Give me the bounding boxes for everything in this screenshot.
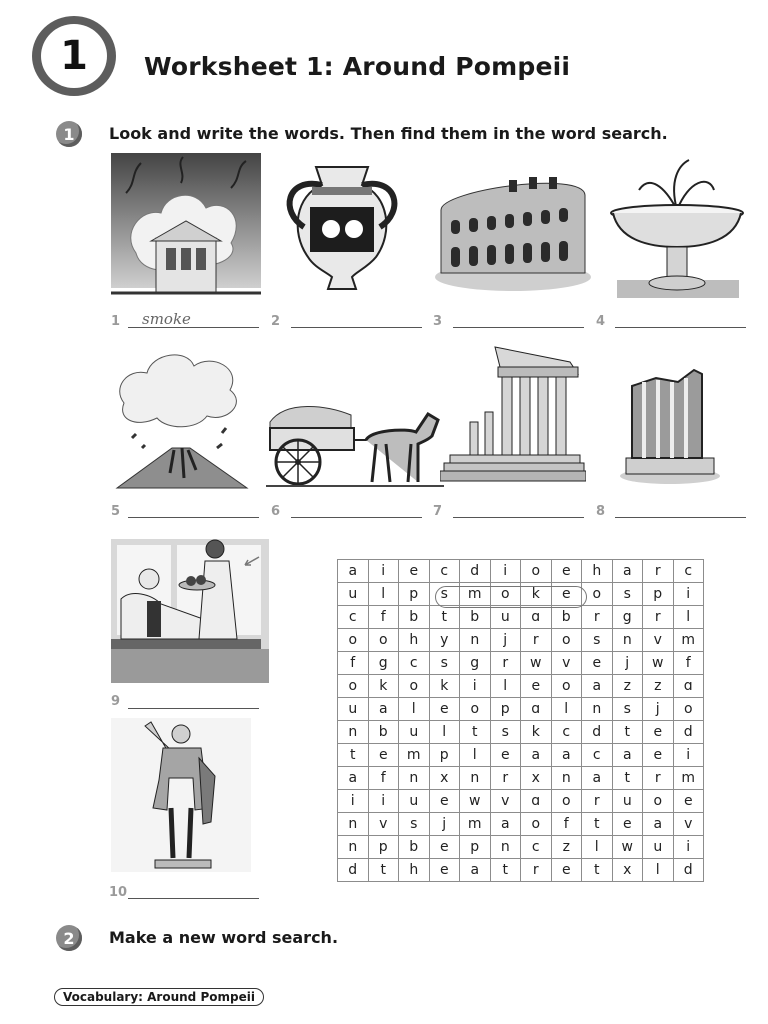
grid-cell[interactable]: s <box>399 813 430 836</box>
grid-cell[interactable]: b <box>460 606 491 629</box>
grid-cell[interactable]: f <box>368 606 399 629</box>
grid-cell[interactable]: j <box>643 698 674 721</box>
grid-cell[interactable]: c <box>673 560 704 583</box>
activity-1-bullet: 1 <box>56 121 82 147</box>
grid-cell[interactable]: f <box>673 652 704 675</box>
answer-line-4[interactable] <box>615 327 746 328</box>
grid-cell[interactable]: o <box>399 675 430 698</box>
grid-cell[interactable]: k <box>521 583 552 606</box>
grid-cell[interactable]: ɑ <box>521 790 552 813</box>
grid-cell[interactable]: z <box>612 675 643 698</box>
grid-cell[interactable]: s <box>429 583 460 606</box>
grid-cell[interactable]: g <box>460 652 491 675</box>
grid-cell[interactable]: u <box>490 606 521 629</box>
grid-cell[interactable]: m <box>460 813 491 836</box>
grid-cell[interactable]: p <box>490 698 521 721</box>
grid-cell[interactable]: l <box>368 583 399 606</box>
grid-cell[interactable]: h <box>399 629 430 652</box>
grid-cell[interactable]: b <box>399 836 430 859</box>
grid-cell[interactable]: b <box>368 721 399 744</box>
grid-cell[interactable]: l <box>643 859 674 882</box>
slave-icon <box>111 539 269 683</box>
grid-cell[interactable]: j <box>429 813 460 836</box>
grid-row <box>338 606 704 629</box>
grid-cell[interactable]: e <box>612 813 643 836</box>
grid-cell[interactable]: g <box>368 652 399 675</box>
grid-cell[interactable]: m <box>673 767 704 790</box>
grid-cell[interactable]: r <box>582 606 613 629</box>
grid-cell[interactable]: u <box>399 790 430 813</box>
answer-line-7[interactable] <box>453 517 584 518</box>
grid-cell[interactable]: n <box>460 767 491 790</box>
item-4-number: 4 <box>596 314 606 329</box>
grid-row <box>338 698 704 721</box>
grid-cell[interactable]: n <box>338 813 369 836</box>
grid-cell[interactable]: v <box>490 790 521 813</box>
grid-row <box>338 859 704 882</box>
grid-cell[interactable]: s <box>612 583 643 606</box>
grid-cell[interactable]: c <box>582 744 613 767</box>
grid-cell[interactable]: r <box>490 767 521 790</box>
grid-cell[interactable]: e <box>429 836 460 859</box>
grid-cell[interactable]: r <box>521 629 552 652</box>
grid-cell[interactable]: c <box>429 560 460 583</box>
grid-cell[interactable]: ɑ <box>521 698 552 721</box>
grid-row <box>338 652 704 675</box>
grid-cell[interactable]: u <box>399 721 430 744</box>
item-7-number: 7 <box>433 504 443 519</box>
answer-line-9[interactable] <box>128 708 259 709</box>
answer-line-8[interactable] <box>615 517 746 518</box>
grid-cell[interactable]: a <box>551 744 582 767</box>
grid-cell[interactable]: o <box>338 675 369 698</box>
grid-cell[interactable]: c <box>338 606 369 629</box>
answer-line-2[interactable] <box>291 327 422 328</box>
grid-cell[interactable]: l <box>460 744 491 767</box>
grid-cell[interactable]: l <box>551 698 582 721</box>
grid-cell[interactable]: o <box>521 813 552 836</box>
item-9-number: 9 <box>111 694 121 709</box>
grid-cell[interactable]: v <box>673 813 704 836</box>
grid-cell[interactable]: i <box>368 790 399 813</box>
grid-cell[interactable]: a <box>490 813 521 836</box>
grid-cell[interactable]: a <box>521 744 552 767</box>
answer-line-10[interactable] <box>128 898 259 899</box>
vocabulary-label: Vocabulary: Around Pompeii <box>54 988 264 1006</box>
grid-cell[interactable]: m <box>460 583 491 606</box>
grid-cell[interactable]: l <box>582 836 613 859</box>
grid-cell[interactable]: w <box>460 790 491 813</box>
grid-cell[interactable]: t <box>460 721 491 744</box>
grid-cell[interactable]: j <box>490 629 521 652</box>
grid-cell[interactable]: n <box>399 767 430 790</box>
grid-cell[interactable]: m <box>399 744 430 767</box>
grid-cell[interactable]: n <box>460 629 491 652</box>
grid-cell[interactable]: o <box>338 629 369 652</box>
grid-cell[interactable]: r <box>521 859 552 882</box>
grid-row <box>338 721 704 744</box>
temple-icon <box>440 342 586 485</box>
grid-cell[interactable]: i <box>460 675 491 698</box>
grid-cell[interactable]: e <box>399 560 430 583</box>
grid-cell[interactable]: f <box>368 767 399 790</box>
grid-cell[interactable]: l <box>490 675 521 698</box>
grid-cell[interactable]: c <box>521 836 552 859</box>
grid-cell[interactable]: i <box>673 744 704 767</box>
grid-cell[interactable]: v <box>643 629 674 652</box>
grid-cell[interactable]: x <box>612 859 643 882</box>
grid-cell[interactable]: x <box>429 767 460 790</box>
grid-cell[interactable]: d <box>673 721 704 744</box>
item-3-number: 3 <box>433 314 443 329</box>
grid-cell[interactable]: u <box>338 698 369 721</box>
activity-1-instruction: Look and write the words. Then find them in the word search. <box>109 124 668 143</box>
grid-cell[interactable]: e <box>429 859 460 882</box>
vase-icon <box>276 157 408 295</box>
grid-cell[interactable]: p <box>368 836 399 859</box>
grid-cell[interactable]: t <box>429 606 460 629</box>
grid-cell[interactable]: s <box>429 652 460 675</box>
grid-row <box>338 675 704 698</box>
grid-cell[interactable]: f <box>338 652 369 675</box>
grid-cell[interactable]: p <box>643 583 674 606</box>
found-word-circle <box>435 586 587 608</box>
grid-cell[interactable]: a <box>612 560 643 583</box>
grid-cell[interactable]: r <box>582 790 613 813</box>
grid-cell[interactable]: w <box>612 836 643 859</box>
grid-cell[interactable]: t <box>582 859 613 882</box>
grid-cell[interactable]: ɑ <box>521 606 552 629</box>
grid-cell[interactable]: m <box>673 629 704 652</box>
item-10-number: 10 <box>109 885 128 900</box>
grid-cell[interactable]: t <box>582 813 613 836</box>
grid-cell[interactable]: p <box>460 836 491 859</box>
smoke-icon <box>111 153 261 301</box>
grid-cell[interactable]: a <box>612 744 643 767</box>
grid-cell[interactable]: e <box>551 583 582 606</box>
grid-cell[interactable]: e <box>551 560 582 583</box>
grid-cell[interactable]: u <box>338 583 369 606</box>
item-6-number: 6 <box>271 504 281 519</box>
grid-cell[interactable]: h <box>582 560 613 583</box>
grid-cell[interactable]: f <box>551 813 582 836</box>
grid-cell[interactable]: l <box>429 721 460 744</box>
volcano-icon <box>112 348 250 490</box>
grid-cell[interactable]: r <box>643 767 674 790</box>
grid-cell[interactable]: o <box>582 583 613 606</box>
grid-cell[interactable]: a <box>460 859 491 882</box>
grid-cell[interactable]: a <box>582 767 613 790</box>
grid-cell[interactable]: k <box>429 675 460 698</box>
page-title: Worksheet 1: Around Pompeii <box>144 52 571 81</box>
grid-cell[interactable]: r <box>643 606 674 629</box>
grid-row <box>338 836 704 859</box>
grid-cell[interactable]: c <box>551 721 582 744</box>
grid-cell[interactable]: n <box>551 767 582 790</box>
item-8-number: 8 <box>596 504 606 519</box>
grid-cell[interactable]: t <box>338 744 369 767</box>
grid-cell[interactable]: z <box>551 836 582 859</box>
grid-cell[interactable]: z <box>643 675 674 698</box>
grid-cell[interactable]: p <box>429 744 460 767</box>
grid-cell[interactable]: o <box>643 790 674 813</box>
activity-2-bullet: 2 <box>56 925 82 951</box>
grid-cell[interactable]: l <box>399 698 430 721</box>
grid-cell[interactable]: a <box>582 675 613 698</box>
grid-cell[interactable]: o <box>551 629 582 652</box>
answer-line-3[interactable] <box>453 327 584 328</box>
grid-cell[interactable]: l <box>673 606 704 629</box>
grid-cell[interactable]: e <box>643 721 674 744</box>
grid-cell[interactable]: r <box>643 560 674 583</box>
grid-cell[interactable]: t <box>612 721 643 744</box>
grid-row <box>338 744 704 767</box>
amphitheatre-icon <box>433 165 593 295</box>
answer-line-6[interactable] <box>291 517 422 518</box>
grid-cell[interactable]: h <box>399 859 430 882</box>
grid-cell[interactable]: w <box>643 652 674 675</box>
grid-cell[interactable]: n <box>582 698 613 721</box>
grid-cell[interactable]: s <box>490 721 521 744</box>
grid-cell[interactable]: o <box>551 675 582 698</box>
grid-cell[interactable]: e <box>551 859 582 882</box>
grid-cell[interactable]: v <box>368 813 399 836</box>
grid-cell[interactable]: s <box>582 629 613 652</box>
answer-line-5[interactable] <box>128 517 259 518</box>
grid-cell[interactable]: y <box>429 629 460 652</box>
grid-cell[interactable]: o <box>521 560 552 583</box>
grid-cell[interactable]: e <box>429 790 460 813</box>
item-2-number: 2 <box>271 314 281 329</box>
grid-cell[interactable]: o <box>551 790 582 813</box>
item-5-number: 5 <box>111 504 121 519</box>
grid-cell[interactable]: a <box>368 698 399 721</box>
grid-row <box>338 813 704 836</box>
grid-cell[interactable]: o <box>368 629 399 652</box>
grid-cell[interactable]: i <box>338 790 369 813</box>
grid-cell[interactable]: o <box>490 583 521 606</box>
grid-cell[interactable]: k <box>521 721 552 744</box>
grid-cell[interactable]: t <box>490 859 521 882</box>
grid-cell[interactable]: n <box>338 836 369 859</box>
grid-cell[interactable]: i <box>673 583 704 606</box>
grid-cell[interactable]: d <box>673 859 704 882</box>
grid-cell[interactable]: o <box>673 698 704 721</box>
item-1-number: 1 <box>111 314 121 329</box>
grid-cell[interactable]: d <box>338 859 369 882</box>
grid-cell[interactable]: b <box>399 606 430 629</box>
grid-row <box>338 767 704 790</box>
unit-badge <box>32 16 116 96</box>
cart-icon <box>266 400 444 490</box>
grid-cell[interactable]: b <box>551 606 582 629</box>
unit-number: 1 <box>41 24 107 88</box>
grid-cell[interactable]: i <box>490 560 521 583</box>
grid-cell[interactable]: n <box>338 721 369 744</box>
fountain-icon <box>609 155 745 300</box>
grid-cell[interactable]: e <box>429 698 460 721</box>
grid-cell[interactable]: ɑ <box>673 675 704 698</box>
activity-2-instruction: Make a new word search. <box>109 928 339 947</box>
grid-cell[interactable]: k <box>368 675 399 698</box>
grid-cell[interactable]: t <box>368 859 399 882</box>
grid-cell[interactable]: v <box>551 652 582 675</box>
grid-cell[interactable]: a <box>643 813 674 836</box>
grid-cell[interactable]: i <box>368 560 399 583</box>
column-icon <box>616 366 728 486</box>
grid-cell[interactable]: e <box>368 744 399 767</box>
grid-row <box>338 790 704 813</box>
grid-cell[interactable]: a <box>338 560 369 583</box>
grid-cell[interactable]: u <box>643 836 674 859</box>
grid-cell[interactable]: r <box>490 652 521 675</box>
grid-cell[interactable]: d <box>460 560 491 583</box>
grid-cell[interactable]: o <box>460 698 491 721</box>
grid-cell[interactable]: c <box>399 652 430 675</box>
grid-cell[interactable]: n <box>490 836 521 859</box>
grid-cell[interactable]: j <box>612 652 643 675</box>
grid-cell[interactable]: d <box>582 721 613 744</box>
statue-icon <box>111 718 251 872</box>
grid-cell[interactable]: w <box>521 652 552 675</box>
grid-cell[interactable]: g <box>612 606 643 629</box>
grid-cell[interactable]: t <box>612 767 643 790</box>
grid-cell[interactable]: e <box>643 744 674 767</box>
grid-cell[interactable]: e <box>673 790 704 813</box>
grid-cell[interactable]: s <box>612 698 643 721</box>
grid-cell[interactable]: e <box>582 652 613 675</box>
grid-row <box>338 560 704 583</box>
grid-cell[interactable]: x <box>521 767 552 790</box>
answer-1-text: smoke <box>142 310 191 328</box>
grid-cell[interactable]: a <box>338 767 369 790</box>
grid-cell[interactable]: e <box>521 675 552 698</box>
grid-cell[interactable]: p <box>399 583 430 606</box>
grid-cell[interactable]: i <box>673 836 704 859</box>
grid-cell[interactable]: e <box>490 744 521 767</box>
grid-row <box>338 629 704 652</box>
grid-cell[interactable]: n <box>612 629 643 652</box>
grid-cell[interactable]: u <box>612 790 643 813</box>
